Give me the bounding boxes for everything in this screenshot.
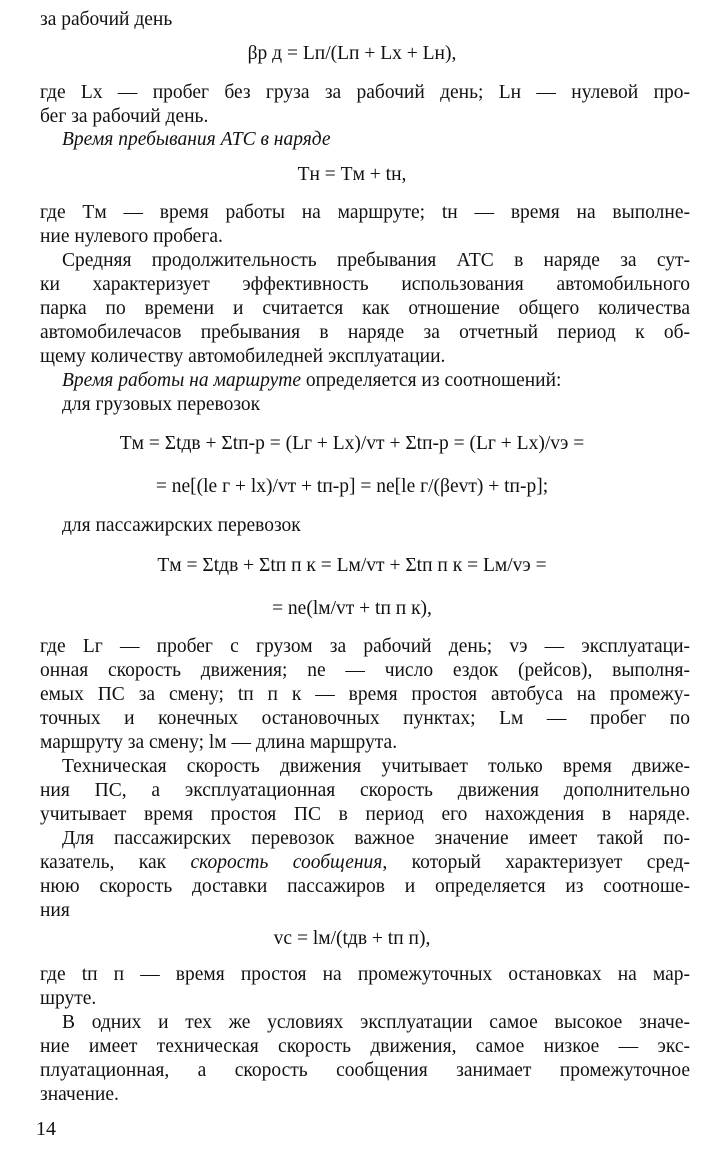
formula-tm-pass-1: Tм = Σtдв + Σtп п к = Lм/vт + Σtп п к = Lм/vэ = <box>157 555 547 576</box>
italic-term: скорость сообщения <box>190 852 383 873</box>
text-line: парка по времени и считается как отношение общего количества <box>40 298 690 319</box>
text-line: емых ПС за смену; tп п к — время простоя автобуса на промежу- <box>40 684 690 705</box>
text-line: где Tм — время работы на маршруте; tн — время на выполне- <box>40 202 690 223</box>
text-line: щему количеству автомобиледней эксплуатации. <box>40 346 446 367</box>
text-line: шруте. <box>40 988 97 1009</box>
page-number: 14 <box>36 1118 56 1140</box>
formula-tm-cargo-1: Tм = Σtдв + Σtп-р = (Lг + Lх)/vт + Σtп-р = (Lг + Lх)/vэ = <box>119 433 585 454</box>
section-heading: Время пребывания АТС в наряде <box>62 129 331 150</box>
text-line: где Lх — пробег без груза за рабочий день; Lн — нулевой про- <box>40 82 690 103</box>
text-line: значение. <box>40 1084 119 1105</box>
text-line: Техническая скорость движения учитывает только время движе- <box>62 756 690 777</box>
text-fragment: определяется из соотношений: <box>305 370 562 391</box>
text-line: ние имеет техническая скорость движения, самое низкое — экс- <box>40 1036 690 1057</box>
formula-vc: vс = lм/(tдв + tп п), <box>273 928 431 949</box>
formula-tm-pass-2: = nе(lм/vт + tп п к), <box>272 598 432 619</box>
text-line: точных и конечных остановочных пунктах; Lм — пробег по <box>40 708 690 729</box>
text-line: В одних и тех же условиях эксплуатации самое высокое значе- <box>62 1012 690 1033</box>
text-line: за рабочий день <box>40 9 173 30</box>
formula-beta: βр д = Lп/(Lп + Lх + Lн), <box>247 43 457 64</box>
text-line: где Lг — пробег с грузом за рабочий день; vэ — эксплуатаци- <box>40 636 690 657</box>
text-line: для пассажирских перевозок <box>62 515 301 536</box>
text-line: ние нулевого пробега. <box>40 226 223 247</box>
text-line: ния <box>40 900 70 921</box>
text-line: для грузовых перевозок <box>62 394 261 415</box>
formula-tn: Tн = Tм + tн, <box>297 164 407 185</box>
text-line: ки характеризует эффективность использования автомобильного <box>40 274 690 295</box>
text-line: автомобилечасов пребывания в наряде за отчетный период к об- <box>40 322 690 343</box>
text-fragment: казатель, как <box>40 852 167 873</box>
text-line: ния ПС, а эксплуатационная скорость движения дополнительно <box>40 780 690 801</box>
formula-tm-cargo-2: = nе[(lе г + lх)/vт + tп-р] = nе[lе г/(βеvт) + tп-р]; <box>155 476 549 497</box>
text-fragment: , который характеризует сред- <box>382 852 691 873</box>
text-line: нюю скорость доставки пассажиров и определяется из соотноше- <box>40 876 690 897</box>
text-line: онная скорость движения; nе — число ездок (рейсов), выполня- <box>40 660 690 681</box>
text-line: Средняя продолжительность пребывания АТС в наряде за сут- <box>62 250 690 271</box>
text-line: бег за рабочий день. <box>40 106 209 127</box>
italic-term: Время работы на маршруте <box>62 370 302 391</box>
text-line: где tп п — время простоя на промежуточных остановках на мар- <box>40 964 690 985</box>
text-line: учитывает время простоя ПС в период его нахождения в наряде. <box>40 804 690 825</box>
text-line: плуатационная, а скорость сообщения занимает промежуточное <box>40 1060 690 1081</box>
text-line <box>40 851 690 875</box>
text-line: маршруту за смену; lм — длина маршрута. <box>40 732 398 753</box>
text-line: Для пассажирских перевозок важное значение имеет такой по- <box>62 828 690 849</box>
text-line <box>62 369 690 393</box>
